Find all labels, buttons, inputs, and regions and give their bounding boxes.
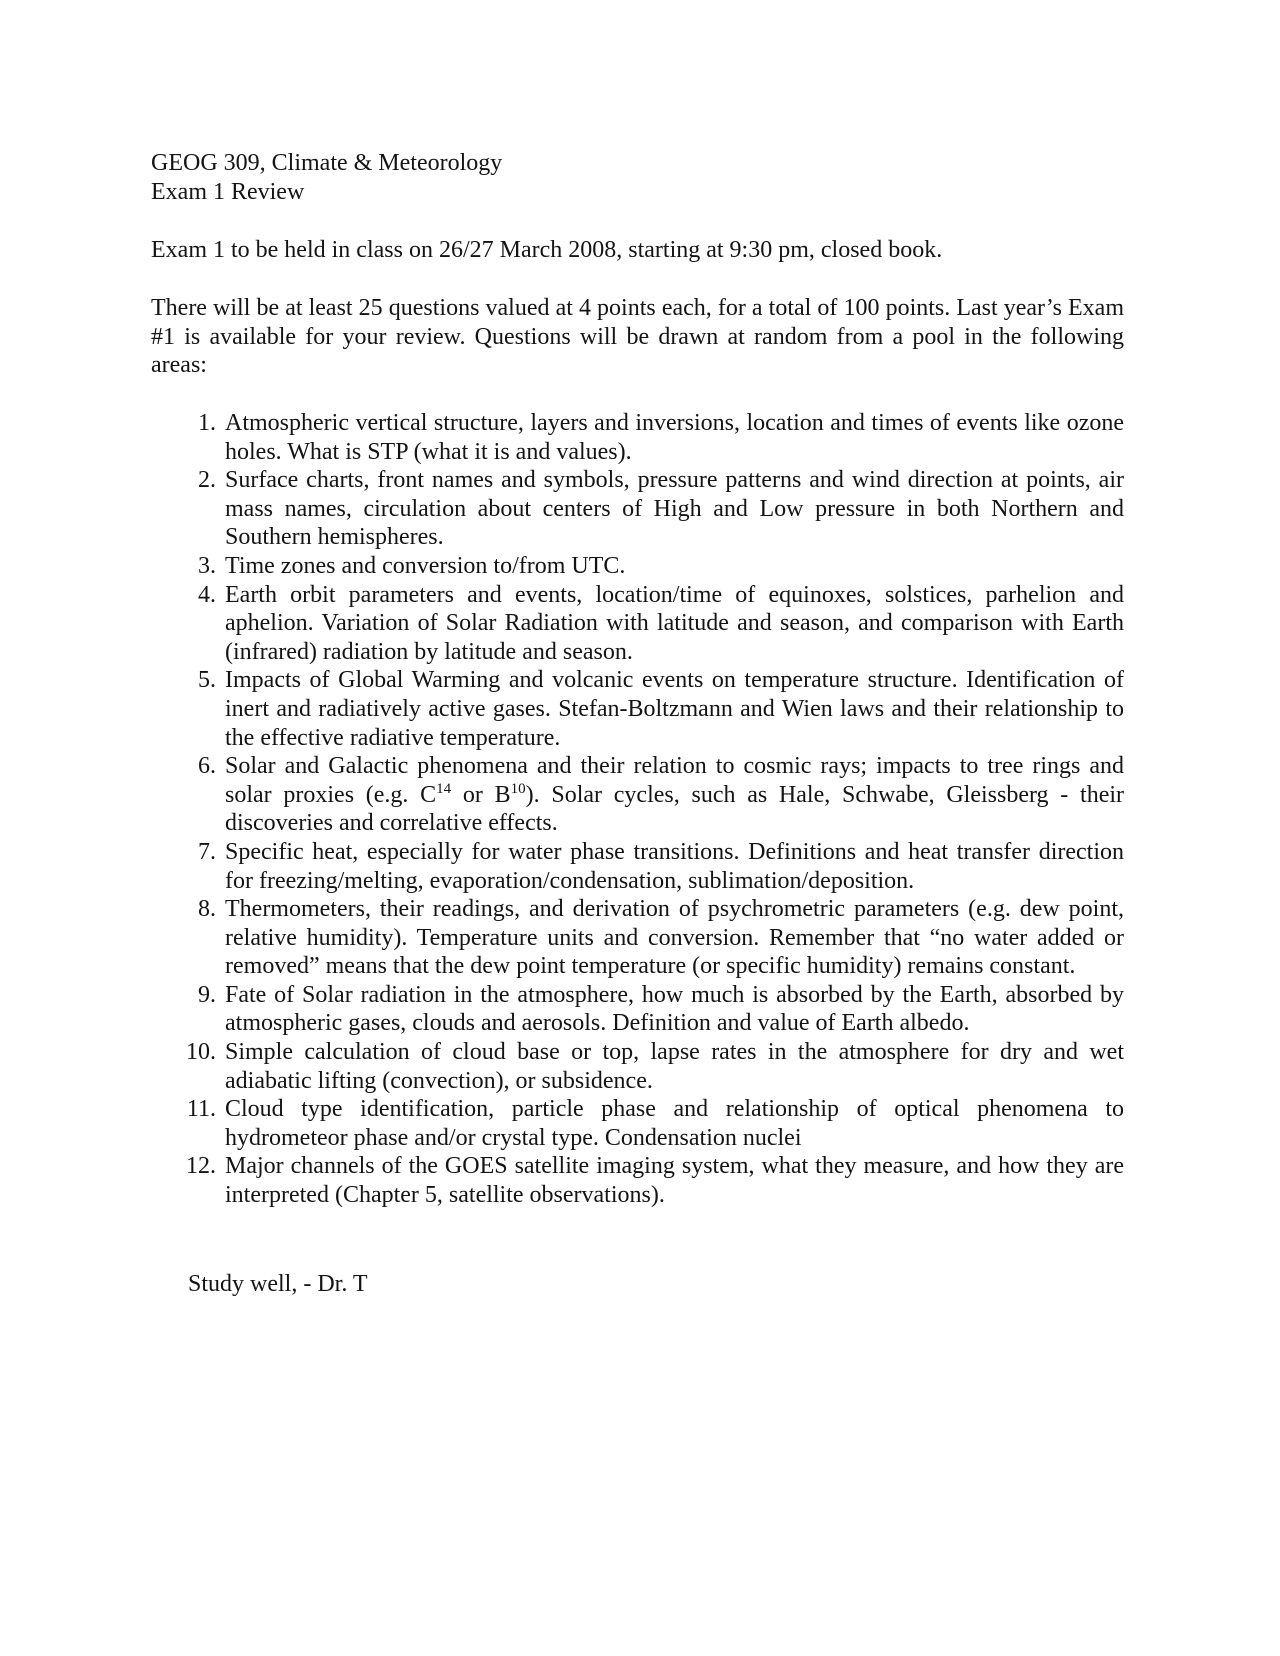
- item-text: Cloud type identification, particle phase and relationship of optical phenomena to hydrometeor phase and/or crystal type. Condensation nuclei: [225, 1096, 1124, 1151]
- item-number: 1.: [198, 410, 216, 436]
- list-item: [151, 581, 1124, 667]
- list-item: [151, 1152, 1124, 1209]
- item-text: Surface charts, front names and symbols, pressure patterns and wind direction at points, air mass names, circulation about centers of High and Low pressure in both Northern and Southern hemispheres.: [225, 467, 1124, 551]
- document-title: Exam 1 Review: [151, 178, 305, 205]
- item-text: Atmospheric vertical structure, layers and inversions, location and times of events like ozone holes. What is STP (what it is and values).: [225, 410, 1124, 465]
- item-number: 10.: [186, 1039, 216, 1066]
- list-item: [151, 838, 1124, 895]
- item-number: 9.: [198, 981, 216, 1008]
- course-title: GEOG 309, Climate & Meteorology: [151, 150, 503, 176]
- item-text: Time zones and conversion to/from UTC.: [225, 552, 626, 579]
- item-number: 2.: [198, 467, 216, 494]
- item-text: Simple calculation of cloud base or top, lapse rates in the atmosphere for dry and wet adiabatic lifting (convection), or subsidence.: [225, 1039, 1124, 1094]
- item-text: Fate of Solar radiation in the atmosphere, how much is absorbed by the Earth, absorbed by atmospheric gases, clouds and aerosols. Definition and value of Earth albedo.: [225, 981, 1124, 1037]
- list-item: [151, 895, 1124, 981]
- item-number: 5.: [198, 667, 216, 694]
- list-item: [151, 552, 1124, 581]
- review-topic-list: [151, 409, 1124, 1210]
- item-number: 6.: [198, 753, 216, 780]
- list-item: [151, 1095, 1124, 1152]
- item-number: 3.: [198, 552, 216, 579]
- list-item: [151, 981, 1124, 1038]
- item-text: Impacts of Global Warming and volcanic events on temperature structure. Identification of inert and radiatively active gases. Stefan-Boltzmann and Wien laws and their relationship to the effective radiative temperature.: [225, 667, 1124, 751]
- list-item: [151, 1038, 1124, 1095]
- item-number: 7.: [198, 838, 216, 865]
- document-header: [151, 149, 1124, 206]
- exam-schedule-text: Exam 1 to be held in class on 26/27 March 2008, starting at 9:30 pm, closed book.: [151, 237, 943, 263]
- item-number: 11.: [186, 1096, 216, 1123]
- list-item: [151, 752, 1124, 838]
- list-item: [151, 466, 1124, 552]
- item-text-part: or B: [451, 781, 511, 808]
- item-number: 4.: [198, 581, 216, 608]
- item-text: Major channels of the GOES satellite imaging system, what they measure, and how they are interpreted (Chapter 5, satellite observations).: [225, 1153, 1124, 1209]
- item-text: Thermometers, their readings, and derivation of psychrometric parameters (e.g. dew point, relative humidity). Temperature units and conversion. Remember that “no water added or removed” means that the dew point temperature (or specific humidity) remains constant.: [225, 896, 1124, 980]
- list-item: [151, 409, 1124, 466]
- item-number: 12.: [186, 1153, 216, 1180]
- signoff: Study well, - Dr. T: [188, 1271, 368, 1297]
- exam-description-paragraph: There will be at least 25 questions valued at 4 points each, for a total of 100 points. Last year’s Exam #1 is available for your review. Questions will be drawn at random from a pool in the following areas:: [151, 295, 1124, 379]
- item-number: 8.: [198, 896, 216, 923]
- item-text-part: Solar and Galactic phenomena and their relation to cosmic rays; impacts to tree rings and solar proxies (e.g. C: [225, 753, 1124, 808]
- item-text: [225, 752, 1124, 838]
- superscript-beryllium-isotope: 10: [510, 780, 526, 797]
- superscript-carbon-isotope: 14: [436, 780, 452, 797]
- item-text: Earth orbit parameters and events, location/time of equinoxes, solstices, parhelion and aphelion. Variation of Solar Radiation with latitude and season, and comparison with Earth (infrared) radiation by latitude and season.: [225, 581, 1124, 665]
- list-item: [151, 666, 1124, 752]
- item-text-part: ). Solar cycles, such as Hale, Schwabe, Gleissberg - their discoveries and correlative effects.: [225, 781, 1125, 837]
- item-text: Specific heat, especially for water phase transitions. Definitions and heat transfer direction for freezing/melting, evaporation/condensation, sublimation/deposition.: [225, 838, 1124, 894]
